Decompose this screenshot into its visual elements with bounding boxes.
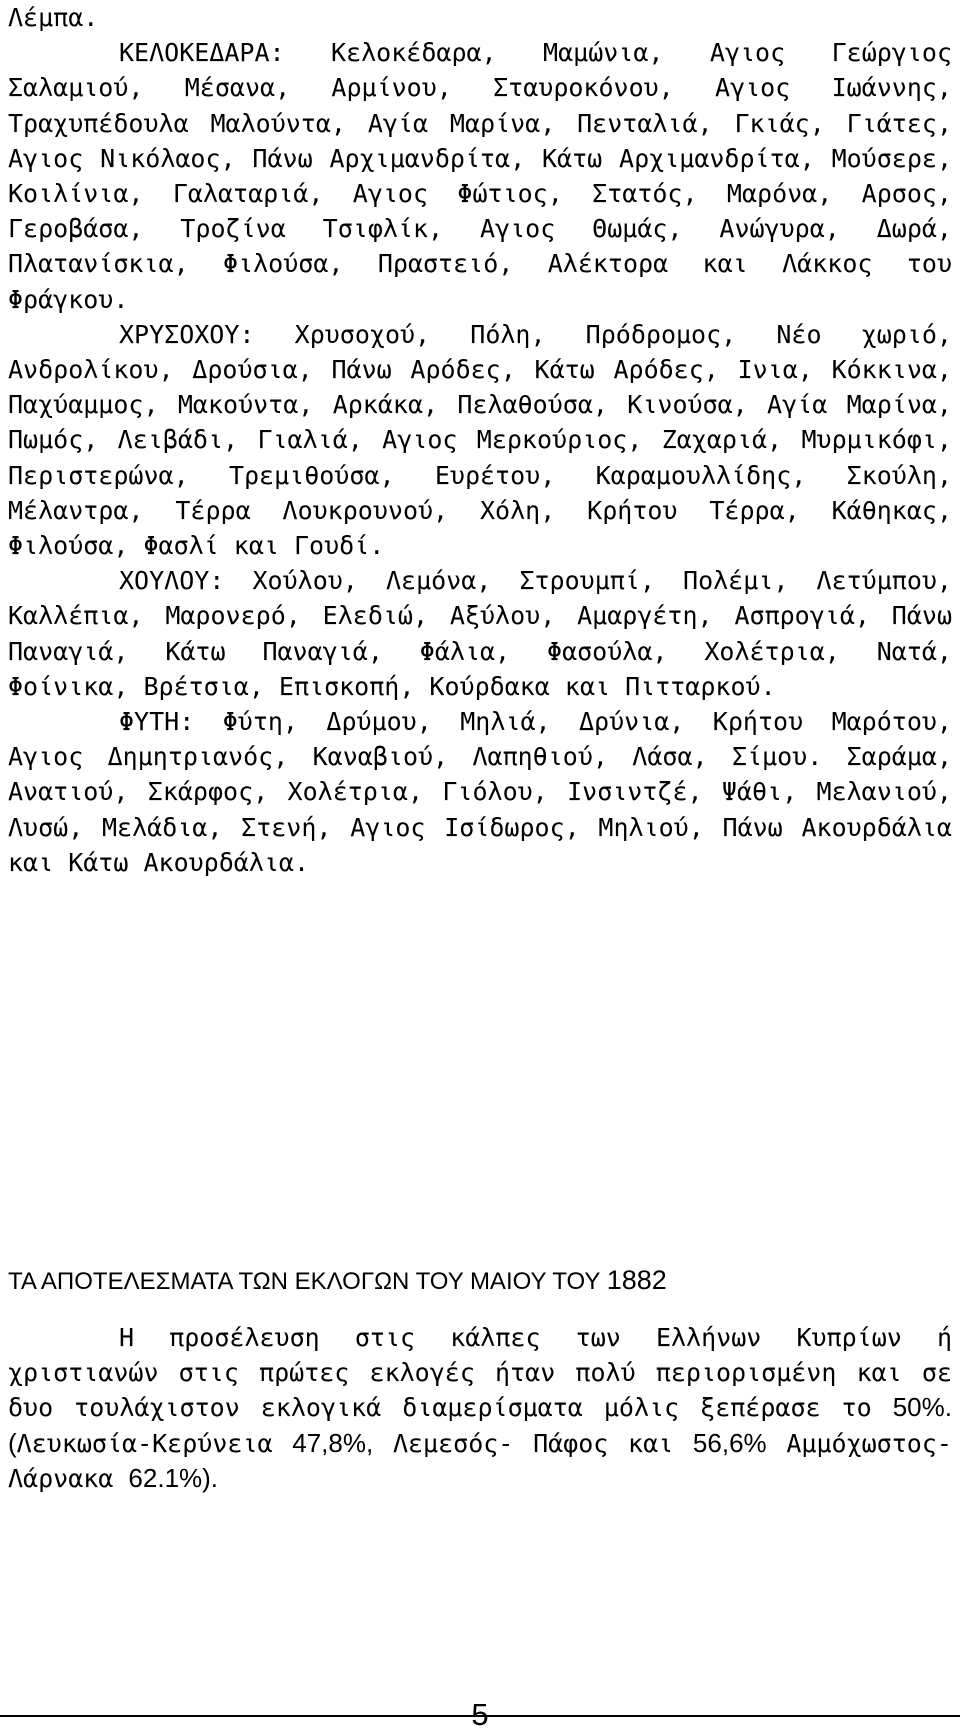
section-text: Χούλου, Λεμόνα, Στρουμπί, Πολέμι, Λετύμπου, Καλλέπια, Μαρονερό, Ελεδιώ, Αξύλου, Αμαργέτη, Ασπρογιά, Πάνω Παναγιά, Κάτω Παναγιά, Φάλια, Φασούλα, Χολέτρια, Νατά, Φοίνικα, Βρέτσια, Επισκοπή, Κούρδακα και Πιτταρκού. [8,566,952,701]
results-paragraph-block [8,1320,952,1496]
section-label: ΧΡΥΣΟΧΟΥ: [119,319,255,349]
heading-text: ΤΑ ΑΠΟΤΕΛΕΣΜΑΤΑ ΤΩΝ ΕΚΛΟΓΩΝ ΤΟΥ ΜΑΙΟΥ ΤΟΥ [8,1268,601,1295]
results-paragraph [8,1320,952,1496]
section-text: Φύτη, Δρύμου, Μηλιά, Δρύνια, Κρήτου Μαρότου, Αγιος Δημητριανός, Καναβιού, Λαπηθιού, Λάσα, Σίμου. Σαράμα, Ανατιού, Σκάρφος, Χολέτρια, Γιόλου, Ινσιντζέ, Ψάθι, Μελανιού, Λυσώ, Μελάδια, Στενή, Αγιος Ισίδωρος, Μηλιού, Πάνω Ακουρδάλια και Κάτω Ακουρδάλια. [8,707,952,877]
section-chrysochou [8,317,952,563]
section-label: ΧΟΥΛΟΥ: [119,566,225,596]
heading-year: 1882 [606,1265,667,1295]
section-fyti [8,704,952,880]
results-value-2: 47,8%, [292,1427,374,1458]
page-number: 5 [471,1697,489,1732]
section-kelokedara [8,35,952,317]
section-choulou [8,563,952,704]
results-paren-open: ( [8,1427,17,1458]
section-text: Χρυσοχού, Πόλη, Πρόδρομος, Νέο χωριό, Ανδρολίκου, Δρούσια, Πάνω Αρόδες, Κάτω Αρόδες, Ινια, Κόκκινα, Παχύαμμος, Μακούντα, Αρκάκα, Πελαθούσα, Κινούσα, Αγία Μαρίνα, Πωμός, Λειβάδι, Γιαλιά, Αγιος Μερκούριος, Ζαχαριά, Μυρμικόφι, Περιστερώνα, Τρεμιθούσα, Ευρέτου, Καραμουλλίδης, Σκούλη, Μέλαντρα, Τέρρα Λουκρουνού, Χόλη, Κρήτου Τέρρα, Κάθηκας, Φιλούσα, Φασλί και Γουδί. [8,319,952,561]
results-value-4: 62.1%). [128,1462,219,1493]
results-text-3: Λεμεσός- Πάφος και [392,1428,674,1458]
section-text: Κελοκέδαρα, Μαμώνια, Αγιος Γεώργιος Σαλαμιού, Μέσανα, Αρμίνου, Σταυροκόνου, Αγιος Ιωάννης, Τραχυπέδουλα Μαλούντα, Αγία Μαρίνα, Πενταλιά, Γκιάς, Γιάτες, Αγιος Νικόλαος, Πάνω Αρχιμανδρίτα, Κάτω Αρχιμανδρίτα, Μούσερε, Κοιλίνια, Γαλαταριά, Αγιος Φώτιος, Στατός, Μαρόνα, Αρσος, Γεροβάσα, Τροζίνα Τσιφλίκ, Αγιος Θωμάς, Ανώγυρα, Δωρά, Πλατανίσκια, Φιλούσα, Πραστειό, Αλέκτορα και Λάκκος του Φράγκου. [8,38,952,314]
results-value-3: 56,6% [692,1427,767,1458]
results-text-1: Η προσέλευση στις κάλπες των Ελλήνων Κυπρίων ή χριστιανών στις πρώτες εκλογές ήταν πολύ περιορισμένη και σε δυο τουλάχιστον εκλογικά διαμερίσματα μόλις ξεπέρασε το [8,1323,952,1423]
results-value-1: 50%. [892,1392,952,1423]
document-body [8,0,952,880]
results-text-2: Λευκωσία-Κερύνεια [16,1428,273,1458]
section-label: ΦΥΤΗ: [119,707,195,737]
section-label: ΚΕΛΟΚΕΔΑΡΑ: [119,38,285,68]
results-heading [8,1265,667,1297]
intro-line: Λέμπα. [8,3,99,32]
results-text-4: Αμμόχωστος-Λάρνακα [8,1428,952,1493]
